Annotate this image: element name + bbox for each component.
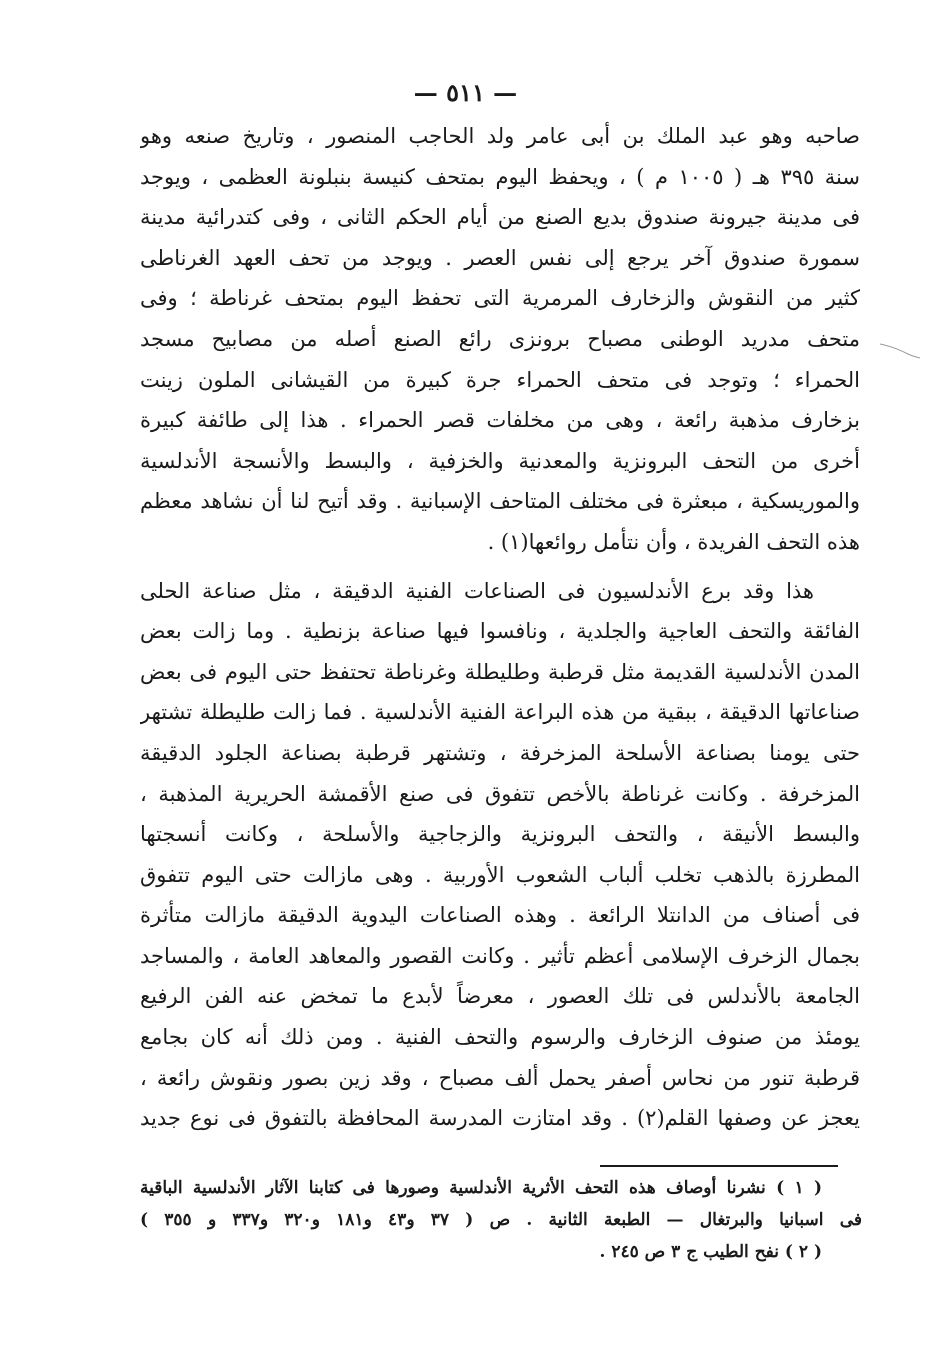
paragraph-gap xyxy=(140,563,860,571)
text-line: يومئذ من صنوف الزخارف والرسوم والتحف الفنية . ومن ذلك أنه كان بجامع xyxy=(140,1025,860,1050)
footnote-divider xyxy=(600,1165,838,1167)
text-line: كثير من النقوش والزخارف المرمرية التى تحفظ اليوم بمتحف غرناطة ؛ وفى xyxy=(140,286,860,311)
text-line: قرطبة تنور من نحاس أصفر يحمل ألف مصباح ، وقد زين بصور ونقوش رائعة ، xyxy=(140,1065,860,1090)
text-line: متحف مدريد الوطنى مصباح برونزى رائع الصنع أصله من مصابيح مسجد xyxy=(140,326,860,351)
footnote-line: فى اسبانيا والبرتغال — الطبعة الثانية . ص ( ٣٧ و٤٣ و١٨١ و٣٢٠ و٣٣٧ و ٣٥٥ ) xyxy=(140,1210,862,1230)
text-line: الفائقة والتحف العاجية والجلدية ، ونافسوا فيها صناعة بزنطية . وما زالت بعض xyxy=(140,619,860,644)
text-line: المدن الأندلسية القديمة مثل قرطبة وطليطلة وغرناطة تحتفظ حتى اليوم فى بعض xyxy=(140,659,860,684)
footnote-line: ( ٢ ) نفح الطيب ج ٣ ص ٢٤٥ . xyxy=(599,1242,822,1262)
text-line: حتى يومنا بصناعة الأسلحة المزخرفة ، وتشتهر قرطبة بصناعة الجلود الدقيقة xyxy=(140,740,860,765)
text-line: المزخرفة . وكانت غرناطة بالأخص تتفوق فى صنع الأقمشة الحريرية المذهبة ، xyxy=(140,781,860,806)
text-line: يعجز عن وصفها القلم(٢) . وقد امتازت المدرسة المحافظة بالتفوق فى نوع جديد xyxy=(140,1106,860,1131)
text-line: هذه التحف الفريدة ، وأن نتأمل روائعها(١) . xyxy=(487,529,860,554)
text-line: هذا وقد برع الأندلسيون فى الصناعات الفنية الدقيقة ، مثل صناعة الحلى xyxy=(140,578,815,603)
text-line: المطرزة بالذهب تخلب ألباب الشعوب الأوربية . وهى مازالت حتى اليوم تتفوق xyxy=(140,862,860,887)
page-number: — ٥١١ — xyxy=(413,78,518,107)
footnote-line: ( ١ ) نشرنا أوصاف هذه التحف الأثرية الأندلسية وصورها فى كتابنا الآثار الأندلسية الباقية xyxy=(140,1178,822,1198)
text-line: فى مدينة جيرونة صندوق بديع الصنع من أيام الحكم الثانى ، وفى كتدرائية مدينة xyxy=(140,205,860,230)
footnotes xyxy=(140,1172,862,1268)
text-line: سمورة صندوق آخر يرجع إلى نفس العصر . ويوجد من تحف العهد الغرناطى xyxy=(140,245,860,270)
text-line: صاحبه وهو عبد الملك بن أبى عامر ولد الحاجب المنصور ، وتاريخ صنعه وهو xyxy=(140,124,860,148)
text-line: بجمال الزخرف الإسلامى أعظم تأثير . وكانت القصور والمعاهد العامة ، والمساجد xyxy=(140,943,860,968)
text-line: أخرى من التحف البرونزية والمعدنية والخزفية ، والبسط والأنسجة الأندلسية xyxy=(140,448,860,473)
text-line: صناعاتها الدقيقة ، ببقية من هذه البراعة الفنية الأندلسية . فما زالت طليطلة تشتهر xyxy=(140,700,860,725)
main-text xyxy=(140,116,860,1139)
text-line: بزخارف مذهبة رائعة ، وهى من مخلفات قصر الحمراء . هذا إلى طائفة كبيرة xyxy=(140,408,860,433)
text-line: والموريسكية ، مبعثرة فى مختلف المتاحف الإسبانية . وقد أتيح لنا أن نشاهد معظم xyxy=(140,489,860,514)
text-line: الحمراء ؛ وتوجد فى متحف الحمراء جرة كبيرة من القيشانى الملون زينت xyxy=(140,367,860,392)
text-line: والبسط الأنيقة ، والتحف البرونزية والزجاجية والأسلحة ، وكانت أنسجتها xyxy=(140,822,860,847)
text-line: سنة ٣٩٥ هـ ( ١٠٠٥ م ) ، ويحفظ اليوم بمتحف كنيسة بنبلونة العظمى ، ويوجد xyxy=(140,164,860,189)
text-line: الجامعة بالأندلس فى تلك العصور ، معرضاً لأبدع ما تمخض عنه الفن الرفيع xyxy=(140,984,860,1009)
margin-pencil-mark-icon xyxy=(878,342,922,360)
text-line: فى أصناف من الدانتلا الرائعة . وهذه الصناعات اليدوية الدقيقة مازالت متأثرة xyxy=(140,903,860,928)
